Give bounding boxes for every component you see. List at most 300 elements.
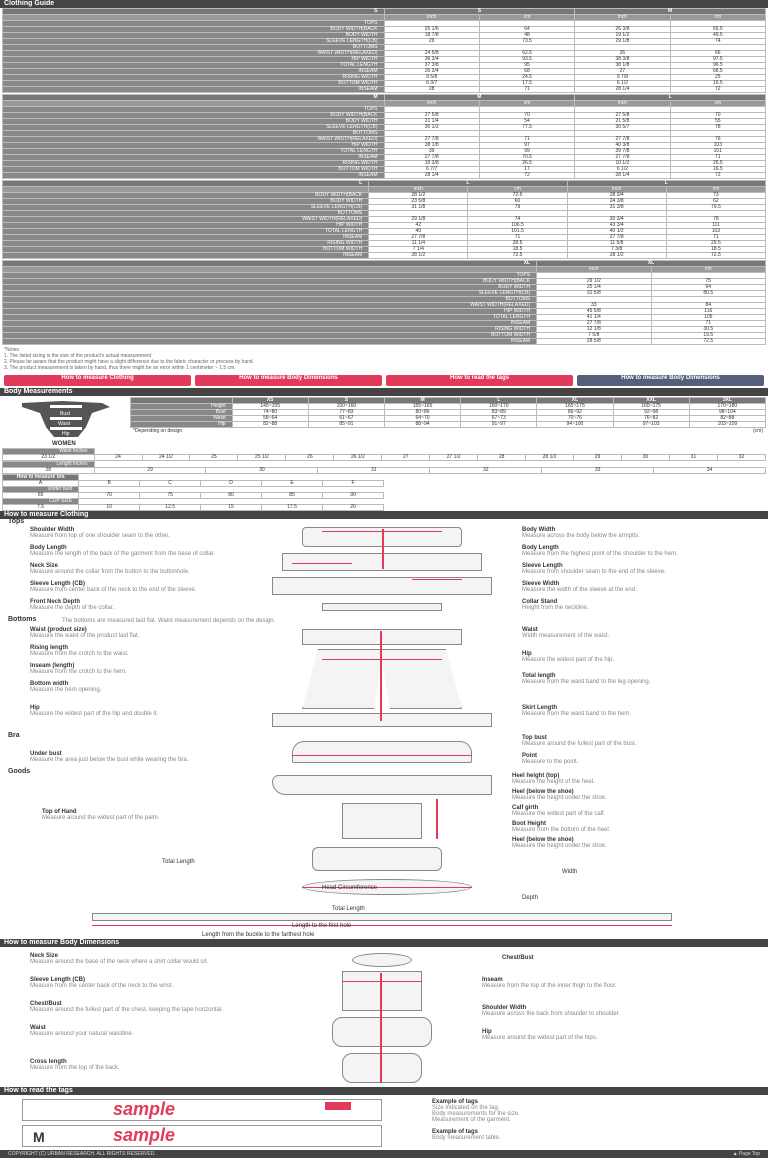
unit: inch [575,15,670,21]
row-label: SLEEVE LENGTH(CB) [3,39,385,45]
cell: 12 1/8 [537,327,651,333]
cell: E [262,481,323,487]
cell: 40 3/8 [575,143,670,149]
cell: 79 [468,205,567,211]
cell: 78 [670,125,765,131]
body-length-line [382,529,384,569]
cell: 29 1/8 [575,39,670,45]
label-sleeve-length: Sleeve Length Measure from shoulder seam to the end of the sleeve. [522,563,666,575]
cell: 103 [666,229,765,235]
note-line: 2. Please be aware that the product might have a slight difference due to the fabric character or process by hand. [4,359,255,365]
row-label: TOTAL LENGTH [3,63,385,69]
cell: 6 1/2 [575,81,670,87]
cell: 6 1/2 [575,167,670,173]
label-collar-stand: Collar Stand Height from the neckline. [522,599,589,611]
tag-example-2: Example of tags Body measurement table. [432,1129,501,1141]
nav-buttons [0,373,768,388]
cell: A [3,481,79,487]
cell: 37 3/8 [384,63,479,69]
cell: 39 [384,149,479,155]
cell: 6 7/7 [384,167,479,173]
tags-header: How to read the tags [0,1087,768,1095]
cell: 75 [651,279,765,285]
tag-sample-2 [22,1125,382,1147]
cell: 55 [670,119,765,125]
label-rising: Rising length Measure from the crotch to the waist. [30,645,129,657]
cell: 11 1/4 [369,241,468,247]
cell: 21 1/4 [384,119,479,125]
cell: 28 1/2 [526,455,574,461]
cell: 15 [201,505,262,511]
cell: 80 [201,493,262,499]
row-label: BODY WIDTH(BACK [3,27,385,33]
row-label: TOPS [3,21,385,27]
label-inseam: Inseam (length) Measure from the crotch to the hem. [30,663,127,675]
row-label: TOTAL LENGTH [3,229,369,235]
cell: 73.5 [479,39,574,45]
label-hip: Hip Measure the widest part of the hip and double it. [30,705,159,717]
cell: 70 [670,113,765,119]
cell: 80~86 [384,410,460,416]
unit: inch [575,101,670,107]
cell: 28 3/4 [567,193,666,199]
row-label: Height [131,404,233,410]
row-label: BOTTOMS [3,297,537,303]
cell: 170~180 [689,404,765,410]
cup-size-label: CUP SIZE [3,499,79,505]
cell: 72 [670,87,765,93]
cell: 58~64 [232,416,308,422]
row-label: RISING WIDTH [3,327,537,333]
cell: 90 [323,493,384,499]
cell: 23 1/2 [3,455,95,461]
unit: inch [537,267,651,273]
cell: 67~73 [461,416,537,422]
cell: 36 3/4 [384,57,479,63]
row-label: BOTTOM WIDTH [3,81,385,87]
note-line: 3. The product measurement is taken by hand, thus there might be an error within 1 centimeter ~ 1.5 cm. [4,365,236,371]
bottoms-note: The bottoms are measured laid flat. Waist measurement depends on the design. [62,618,276,624]
cell: 70.5 [479,155,574,161]
unit: cm [479,15,574,21]
cell: 28 [3,468,95,474]
cell: 29 [384,39,479,45]
unit-note: (cm) [753,428,763,434]
waist-label: Waist [58,421,71,427]
cell: 65.5 [670,27,765,33]
cell: 24 1/2 [142,455,190,461]
cell: 71 [666,235,765,241]
total-length-line [380,631,382,721]
size-xl: XL [537,398,613,404]
label-shoulder-width: Shoulder Width Measure across the back from shoulder to shoulder. [482,1005,621,1017]
size-3xl: 3XL [689,398,765,404]
row-label: WAIST WIDTH(RELAXED) [3,303,537,309]
label-belt-far: Length from the buckle to the farthest hole [202,932,315,938]
cell: 74~80 [232,410,308,416]
cell: 70~76 [537,416,613,422]
cell: 16.5 [670,81,765,87]
cell: 77.5 [479,125,574,131]
under-bust-label: Under bust [3,487,79,493]
row-label: RISING WIDTH [3,241,369,247]
cell: 54 [479,119,574,125]
cell: 42 [369,223,468,229]
pants-shape [302,649,462,709]
size-s: S [384,9,575,15]
size-col: M [384,95,575,101]
unit: cm [468,187,567,193]
size-label: S [3,9,385,15]
cell: 24 [94,455,142,461]
cell: 25 1/4 [537,285,651,291]
cell: 98~104 [689,410,765,416]
cell: 97 [479,143,574,149]
table2-body [3,107,766,179]
row-label: INSEAM [3,321,537,327]
size-m: M [384,398,460,404]
cell: 77~83 [308,410,384,416]
row-label: SLEEVE LENGTH(CB) [3,205,369,211]
cell: 101 [670,149,765,155]
label-top-bust: Top bust Measure around the fullest part of the bust. [522,735,637,747]
cell: 19 1/2 [575,33,670,39]
cell: 30.5 [651,327,765,333]
how-to-read-tags-button[interactable]: How to read the tags [386,375,573,386]
cell: 71 [479,137,574,143]
cell: 7 5/8 [537,333,651,339]
body-size-table [130,397,766,447]
cell: 25 [670,75,765,81]
label-chest-bust-r: Chest/Bust [502,955,534,961]
boot-height-line [436,799,438,839]
cell: 26 [575,51,670,57]
cell: 48 [479,33,574,39]
row-label: SLEEVE LENGTH(CB) [3,125,385,131]
cell: 101.5 [468,229,567,235]
sample-watermark-2: sample [113,1125,176,1145]
table-row [3,173,766,179]
cell: 72.5 [666,253,765,259]
cell: 27 7/8 [567,235,666,241]
cell: 160~170 [461,404,537,410]
cell: 150~160 [308,404,384,410]
unit: inch [384,101,479,107]
cell: 64~70 [384,416,460,422]
row-label: RISING WIDTH [3,161,385,167]
unit: inch [567,187,666,193]
cell: 27 5/8 [384,113,479,119]
how-to-measure-body-dark-button[interactable]: How to measure Body Dimensions [577,375,764,386]
cell: 32 [430,468,542,474]
unit: cm [651,267,765,273]
size-xs: XS [232,398,308,404]
label-sleeve-cb: Sleeve Length (CB) Measure from center back of the neck to the end of the sleeve. [30,581,197,593]
cell: D [201,481,262,487]
cell: 26 3/4 [384,69,479,75]
cell: 30 [622,455,670,461]
row-label: HIP WIDTH [3,143,385,149]
label-chest-bust: Chest/Bust Measure around the fullest part of the chest, keeping the tape horizontal. [30,1001,223,1013]
size-label: L [3,181,369,187]
row-label: BOTTOM WIDTH [3,333,537,339]
cell: 26.5 [479,161,574,167]
cell: 72.5 [651,339,765,345]
how-to-measure-clothing-button[interactable]: How to measure Clothing [4,375,191,386]
cell: 34 [654,468,766,474]
label-point: Point Measure to the point. [522,753,579,765]
table-row [3,455,766,461]
cell: 27 7/8 [384,155,479,161]
row-label: WAIST WIDTH(RELAXED) [3,137,385,143]
size-col: L [575,95,766,101]
cell: 27 7/8 [575,137,670,143]
design-note: *Depending on design [133,428,183,434]
cell: 72.5 [468,253,567,259]
boot-shape [342,803,422,839]
label-neck: Neck Size Measure around the collar from the button to the buttonhole. [30,563,190,575]
cell: 79.5 [666,205,765,211]
center-line [380,973,382,1083]
cell: 31 1/8 [369,205,468,211]
footer [0,1150,768,1158]
cell: 26.5 [670,161,765,167]
cell: 29.5 [666,241,765,247]
measure-clothing-header: How to measure Clothing [0,511,768,519]
cell: 71 [651,321,765,327]
glove-shape [312,847,442,871]
row-label: BODY WIDTH(BACK [3,279,537,285]
cell: 33 [542,468,654,474]
cell: 73 [666,193,765,199]
cell: 20 [323,505,384,511]
row-label: INSEAM [3,87,385,93]
tag-red-box [325,1102,351,1110]
row-label: BODY WIDTH(BACK [3,193,369,199]
cell: 21 5/8 [575,119,670,125]
cell: 19.5 [651,333,765,339]
waist-row [3,455,766,461]
cell: 64 [651,285,765,291]
label-belt-first: Length to the first hole [292,923,352,929]
cell: 29 1/8 [369,217,468,223]
skirt-shape [272,713,492,727]
row-label: INSEAM [3,339,537,345]
cell: 97~103 [613,422,689,428]
label-bottom-width: Bottom width Measure the hem opening. [30,681,102,693]
label-shoulder: Shoulder Width Measure from top of one shoulder seam to the other. [30,527,170,539]
cell: 80.5 [651,291,765,297]
how-to-measure-body-button[interactable]: How to measure Body Dimensions [195,375,382,386]
cell: 62 [666,199,765,205]
cell: 31 3/8 [567,205,666,211]
size-m: M [575,9,766,15]
cell: 105 [651,315,765,321]
cell: 29 [94,468,206,474]
head-shape [352,953,412,967]
row-label: TOPS [3,107,385,113]
cell: 92~98 [613,410,689,416]
cell: 28 [478,455,526,461]
cell: 93.5 [479,57,574,63]
goods-heading: Goods [8,768,31,775]
label-skirt-length: Skirt Length Measure from the waist band to the hem. [522,705,632,717]
cell: 6 3/7 [384,81,479,87]
cell: 72 [479,173,574,179]
label-waist-product: Waist (product size) Measure the waist of the product laid flat. [30,627,140,639]
row-label: INSEAM [3,173,385,179]
cell: 28 1/4 [384,173,479,179]
unit: cm [670,101,765,107]
cell: 62.5 [479,51,574,57]
cup-label: How to measure bra [3,475,79,481]
bust-label: Bust [60,411,71,417]
label-cross-length: Cross length Measure from the top of the back. [30,1059,120,1071]
cell: 26 [286,455,334,461]
cell: 18.5 [666,247,765,253]
cell: 95 [479,63,574,69]
bottoms-heading: Bottoms [8,616,37,623]
cell: 68 [479,69,574,75]
body-measurements [2,397,766,447]
cell: 23 5/8 [369,199,468,205]
cell: 116 [651,309,765,315]
label-body-length: Body Length Measure the length of the back of the garment from the base of collar. [30,545,216,557]
cell: 17.5 [479,81,574,87]
cell: 27 7/8 [384,137,479,143]
body-rows [131,404,766,428]
cell: 40 1/2 [567,229,666,235]
cell: 71 [468,235,567,241]
cell: 30 1/2 [384,125,479,131]
size-label: M [3,95,385,101]
cell: 38 1/8 [575,63,670,69]
cell: 10 1/2 [575,161,670,167]
cell: 86~92 [537,410,613,416]
row-label: BOTTOM WIDTH [3,167,385,173]
cell: 38 3/8 [575,57,670,63]
cell: 85~91 [308,422,384,428]
body-measurements-header: Body Measurements [0,388,768,396]
belt-line [92,925,672,926]
label-top-of-hand: Top of Hand Measure around the widest part of the palm. [42,809,160,821]
size-l: L [461,398,537,404]
cell: 70 [479,113,574,119]
cell: 78 [666,217,765,223]
waist-inches-table [2,448,766,511]
row-label: SLEEVE LENGTH(CB) [3,291,537,297]
cell: 11 5/8 [567,241,666,247]
cell: 103 [670,143,765,149]
body-dimensions-diagram [2,947,766,1087]
cell: 31 [318,468,430,474]
unit: cm [479,101,574,107]
cell: 96.5 [670,63,765,69]
cell: 85 [262,493,323,499]
label-sleeve-width: Sleeve Width Measure the width of the sleeve at the end. [522,581,637,593]
row-label: TOPS [3,273,537,279]
hip-label: Hip [62,431,70,437]
cell: 31 [669,455,717,461]
size-table-3 [2,180,766,259]
label-width: Width [562,869,578,875]
cell: 103~109 [689,422,765,428]
copyright: COPYRIGHT (C) URBAN RESEARCH. ALL RIGHTS RESERVED. [8,1151,156,1157]
cell: 72 [670,173,765,179]
row-label: WAIST WIDTH(RELAXED) [3,51,385,57]
guide-header: Clothing Guide [0,0,768,8]
cell: 64 [479,27,574,33]
cell: 32 [717,455,765,461]
cell: 66 [670,51,765,57]
under-bust-line [292,755,472,756]
table3-body [3,193,766,259]
label-calf: Calf girth Measure the widest part of the calf. [512,805,606,817]
cell: 18.5 [468,247,567,253]
cell: 17 [479,167,574,173]
cell: 28 1/4 [575,173,670,179]
unit: cm [670,15,765,21]
label-waist-r: Waist Width measurement of the waist. [522,627,610,639]
cell: 27 5/8 [575,113,670,119]
cell: 27 [382,455,430,461]
row-label: BOTTOMS [3,211,369,217]
row-label: Bust [131,410,233,416]
size-col: XL [537,261,766,267]
hip-shape [332,1017,432,1047]
label-glove-total: Total Length [162,859,195,865]
cell: 27 [575,69,670,75]
cell: 27 7/8 [537,321,651,327]
row-label: HIP WIDTH [3,309,537,315]
label-depth: Depth [522,895,539,901]
cell: 99 [479,149,574,155]
size-table-4 [2,260,766,345]
note-line: *Notes [4,347,20,353]
cell: 24 5/8 [384,51,479,57]
cell: 27 7/8 [575,155,670,161]
row-label: TOTAL LENGTH [3,149,385,155]
row-label: Waist [131,416,233,422]
size-col: L [567,181,765,187]
cell: 25 1/2 [238,455,286,461]
size-table-1 [2,8,766,93]
label-waist: Waist Measure around your natural waistline. [30,1025,134,1037]
torso-shape [342,971,422,1011]
label-heel-below-2: Heel (below the shoe) Measure the height under the shoe. [512,837,607,849]
cell: 10 [79,505,140,511]
page-top-link[interactable]: ▲ Page Top [732,1151,760,1157]
cell: B [79,481,140,487]
size-table-2 [2,94,766,179]
tag-sample-1 [22,1099,382,1121]
table-row [3,87,766,93]
cell: 165~175 [537,404,613,410]
tops-heading: Tops [8,518,25,525]
size-col: L [369,181,567,187]
cell: F [323,481,384,487]
cell: 111 [666,223,765,229]
cell: 45 5/8 [537,309,651,315]
sleeve-line [292,563,352,564]
cell: 24.5 [479,75,574,81]
label-heel-below: Heel (below the shoe) Measure the height under the shoe. [512,789,607,801]
shoe-shape [272,775,492,795]
cell: 74 [670,39,765,45]
label-belt-total: Total Length [332,906,365,912]
label-neck-size: Neck Size Measure around the base of the neck where a shirt collar would sit. [30,953,209,965]
cell: 9 5/8 [384,75,479,81]
